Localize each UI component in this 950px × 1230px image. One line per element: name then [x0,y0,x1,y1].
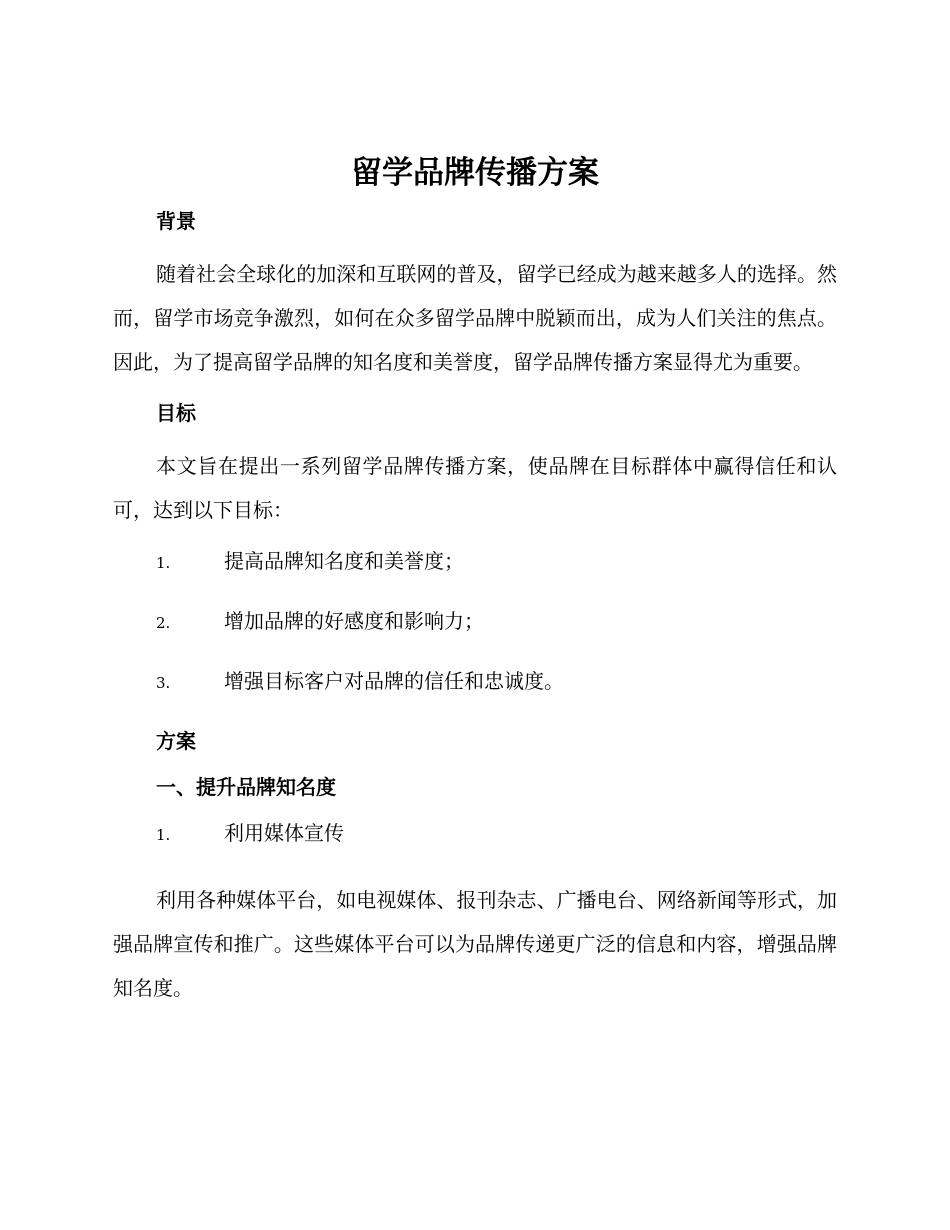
list-text: 提高品牌知名度和美誉度； [224,549,464,573]
list-text: 增加品牌的好感度和影响力； [224,609,484,633]
goals-list [113,546,837,698]
list-item [113,666,837,698]
document-title: 留学品牌传播方案 [351,155,599,191]
list-number: 3. [156,674,171,692]
list-text: 利用媒体宣传 [224,821,344,845]
background-paragraph: 随着社会全球化的加深和互联网的普及，留学已经成为越来越多人的选择。然而，留学市场竞争激烈，如何在众多留学品牌中脱颖而出，成为人们关注的焦点。因此，为了提高留学品牌的知名度和美誉度，留学品牌传播方案显得尤为重要。 [113,262,837,374]
plan-list [113,818,837,850]
list-text: 增强目标客户对品牌的信任和忠诚度。 [224,669,564,693]
list-item [113,546,837,578]
plan-paragraph: 利用各种媒体平台，如电视媒体、报刊杂志、广播电台、网络新闻等形式，加强品牌宣传和推广。这些媒体平台可以为品牌传递更广泛的信息和内容，增强品牌知名度。 [113,888,837,1000]
list-number: 1. [156,554,171,572]
section-heading-background: 背景 [156,209,196,233]
list-item [113,818,837,850]
list-number: 2. [156,614,171,632]
section-heading-plan: 方案 [156,729,196,753]
section-heading-goals: 目标 [156,401,196,425]
list-item [113,606,837,638]
list-number: 1. [156,826,171,844]
subsection-heading-brand-awareness: 一、提升品牌知名度 [156,775,336,799]
goals-paragraph: 本文旨在提出一系列留学品牌传播方案，使品牌在目标群体中赢得信任和认可，达到以下目标： [113,454,837,522]
